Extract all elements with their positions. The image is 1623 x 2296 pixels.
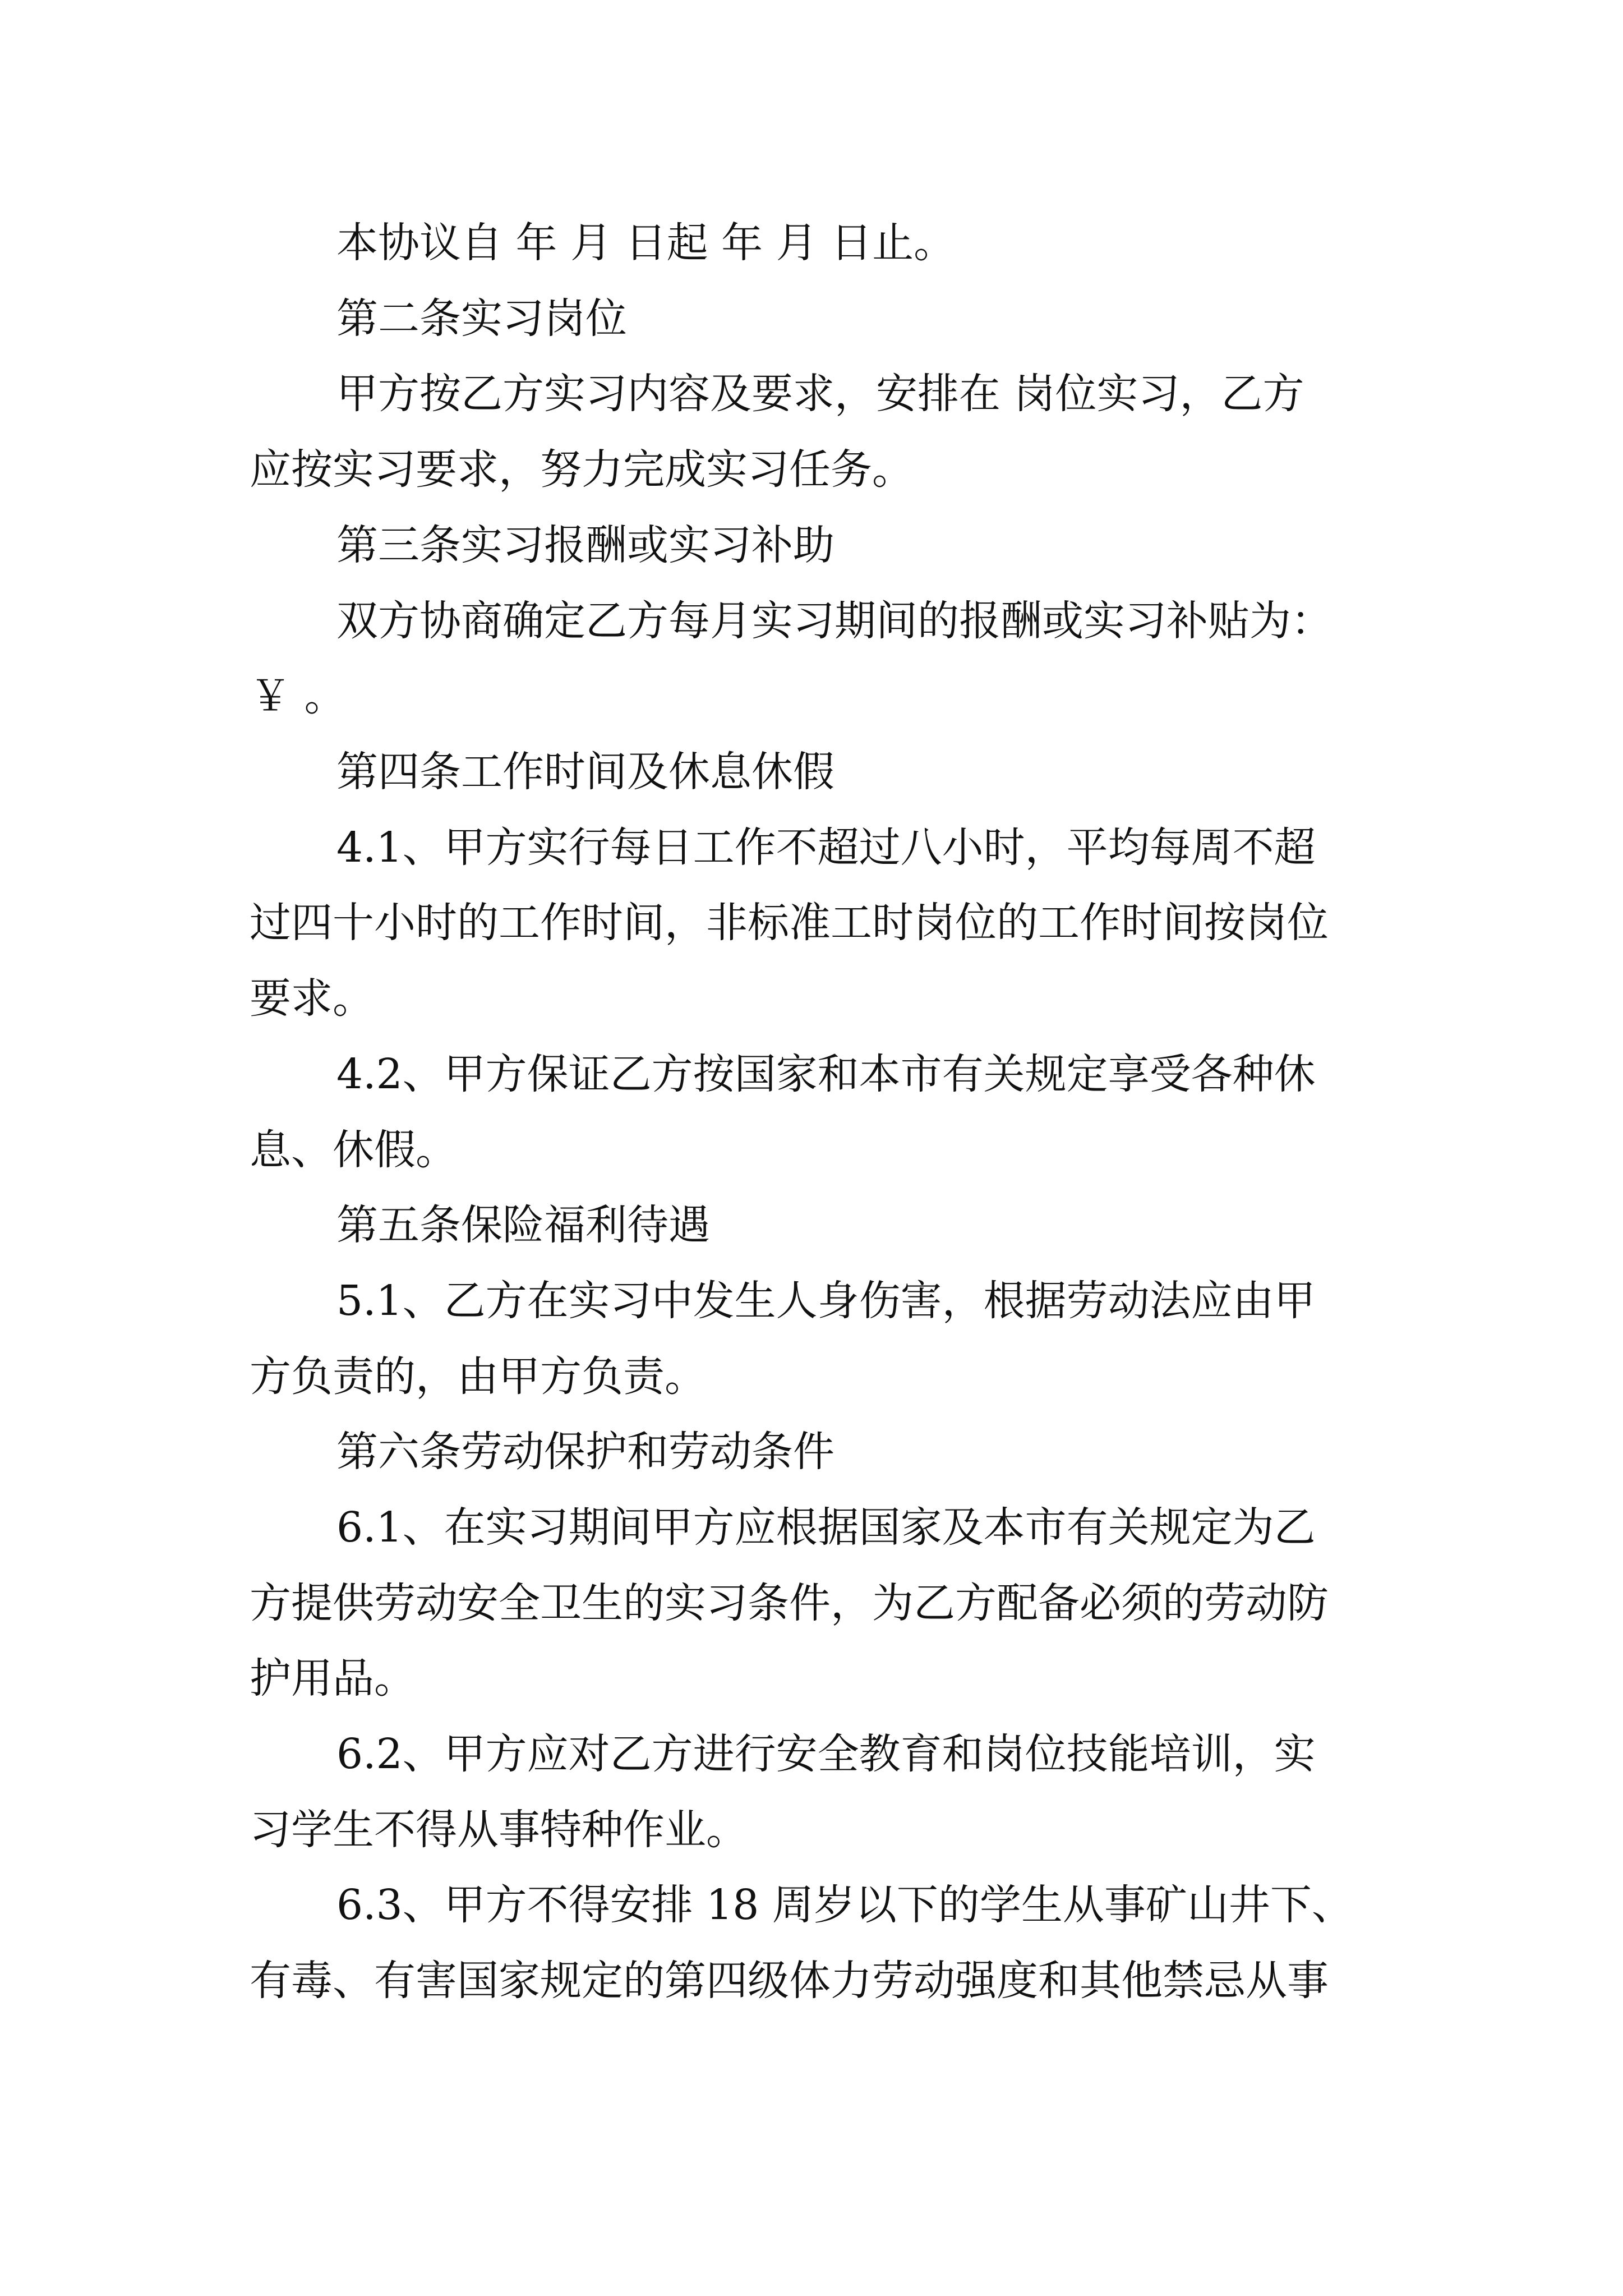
text-line: 护用品。 (250, 1654, 416, 1703)
text-line: ￥ 。 (250, 672, 346, 720)
text-line: 方负责的，由甲方负责。 (250, 1352, 706, 1401)
text-line: 甲方按乙方实习内容及要求，安排在 岗位实习，乙方 (336, 370, 1304, 418)
section-heading: 第三条实习报酬或实习补助 (336, 521, 834, 569)
text-line: 本协议自 年 月 日起 年 月 日止。 (336, 219, 956, 267)
section-heading: 第二条实习岗位 (336, 295, 627, 343)
section-heading: 第六条劳动保护和劳动条件 (336, 1428, 834, 1476)
text-line: 应按实习要求，努力完成实习任务。 (250, 445, 914, 494)
text-line: 要求。 (250, 974, 374, 1023)
text-line: 双方协商确定乙方每月实习期间的报酬或实习补贴为： (336, 597, 1332, 645)
text-line: 过四十小时的工作时间，非标准工时岗位的工作时间按岗位 (250, 899, 1329, 947)
section-heading: 第五条保险福利待遇 (336, 1201, 710, 1249)
text-line: 6.2、甲方应对乙方进行安全教育和岗位技能培训，实 (336, 1730, 1316, 1778)
section-heading: 第四条工作时间及休息休假 (336, 748, 834, 796)
text-line: 6.1、在实习期间甲方应根据国家及本市有关规定为乙 (336, 1503, 1316, 1552)
text-line: 6.3、甲方不得安排 18 周岁以下的学生从事矿山井下、 (336, 1881, 1353, 1929)
text-line: 息、休假。 (250, 1126, 457, 1174)
text-line: 4.2、甲方保证乙方按国家和本市有关规定享受各种休 (336, 1050, 1316, 1098)
text-line: 习学生不得从事特种作业。 (250, 1806, 748, 1854)
text-line: 有毒、有害国家规定的第四级体力劳动强度和其他禁忌从事 (250, 1957, 1329, 2005)
text-line: 5.1、乙方在实习中发生人身伤害，根据劳动法应由甲 (336, 1277, 1316, 1325)
text-line: 4.1、甲方实行每日工作不超过八小时，平均每周不超 (336, 823, 1316, 872)
text-line: 方提供劳动安全卫生的实习条件，为乙方配备必须的劳动防 (250, 1579, 1329, 1627)
